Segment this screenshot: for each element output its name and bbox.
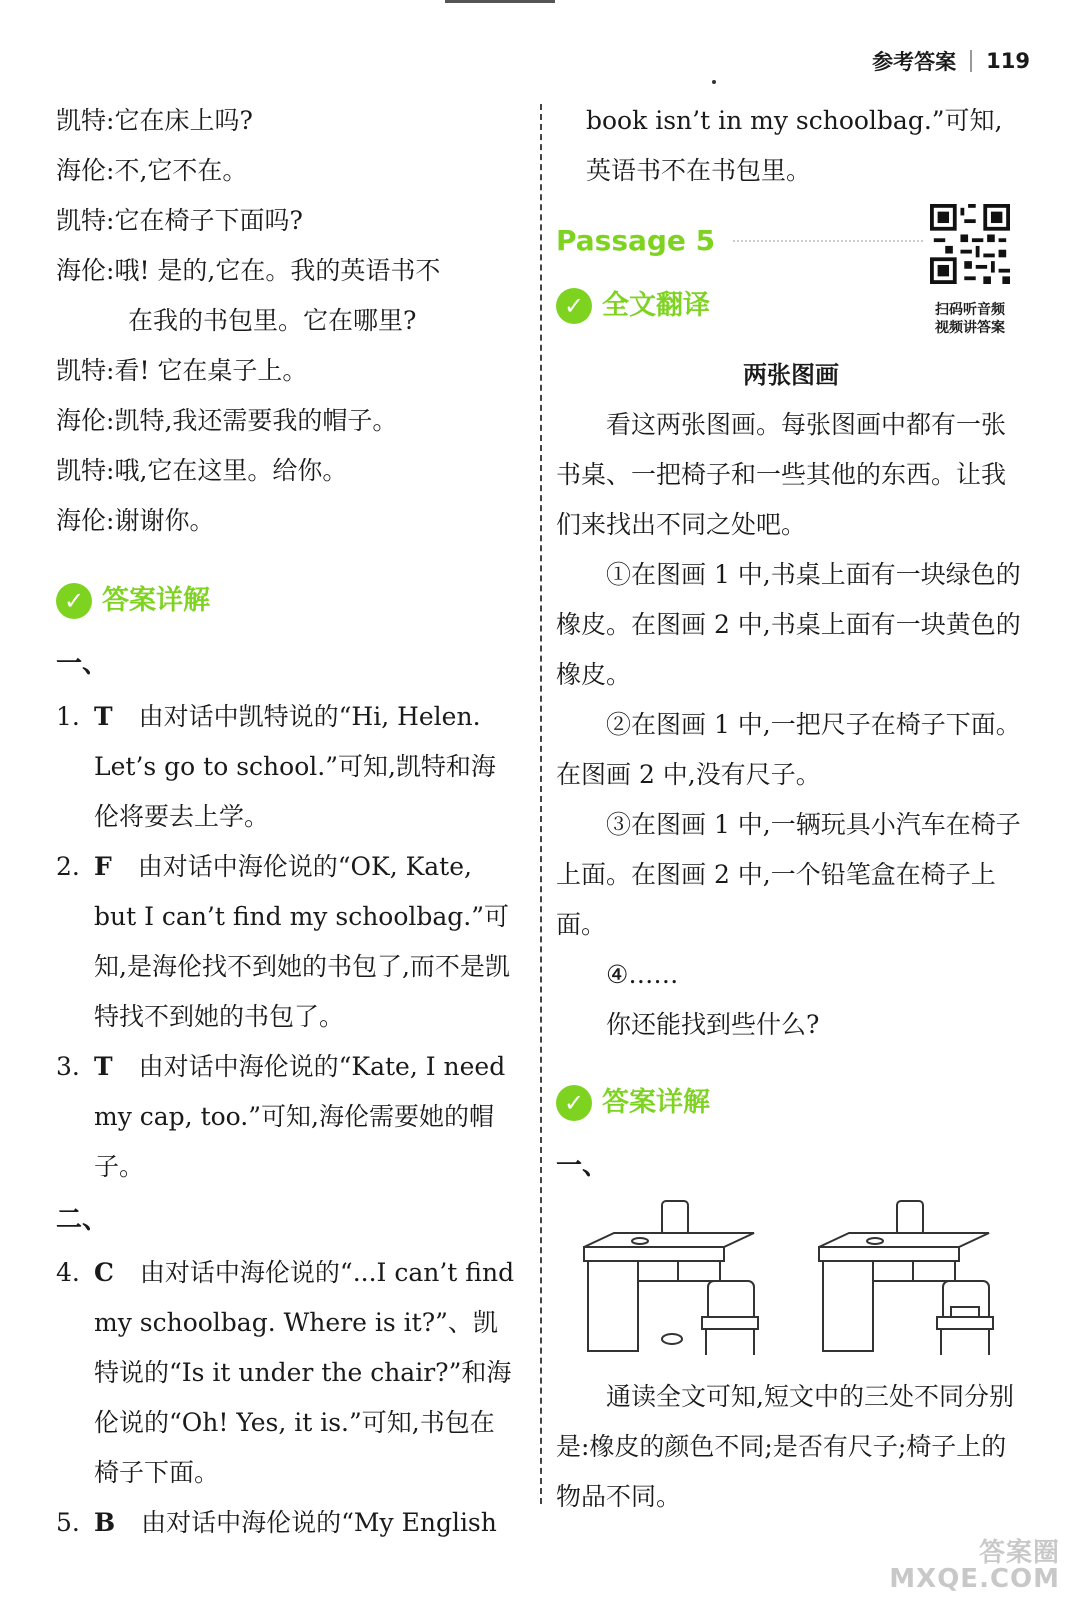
paragraph: ④…… (606, 960, 679, 989)
dialogue-line: 海伦:不,它不在。 (56, 156, 248, 185)
check-icon: ✓ (556, 288, 592, 324)
header-separator (970, 50, 972, 72)
answer-heading: ✓ 答案详解 (56, 566, 516, 636)
page-header (872, 46, 1030, 76)
picture-pair (556, 1194, 1026, 1364)
dialogue-line: 海伦:凯特,我还需要我的帽子。 (56, 406, 398, 435)
answer-item: 5. B 由对话中海伦说的“My English (56, 1508, 497, 1537)
part-two-label: 二、 (56, 1205, 109, 1235)
answer-item: 3. T 由对话中海伦说的“Kate, I need my cap, too.”可知,海伦需要她的帽子。 (56, 1052, 506, 1181)
desk-picture-2 (809, 1199, 1009, 1359)
continued-text: book isn’t in my schoolbag.”可知,英语书不在书包里。 (586, 106, 1003, 185)
passage-title: Passage 5 (556, 206, 1026, 276)
paragraph: ③在图画 1 中,一辆玩具小汽车在椅子上面。在图画 2 中,一个铅笔盒在椅子上面。 (556, 810, 1021, 939)
dialogue-line: 凯特:它在椅子下面吗? (56, 206, 303, 235)
translation-heading: ✓ 全文翻译 (556, 276, 1026, 336)
header-label: 参考答案 (872, 50, 957, 74)
dialogue-line: 凯特:哦,它在这里。给你。 (56, 456, 348, 485)
answer-item: 4. C 由对话中海伦说的“...I can’t find my schoolbag. Where is it?”、凯特说的“Is it under the chair?”和海伦说的“Oh! Yes, it is.”可知,书包在椅子下面。 (56, 1258, 515, 1487)
dialogue-line: 海伦:谢谢你。 (56, 506, 215, 535)
column-divider (540, 104, 542, 1504)
paragraph: 你还能找到些什么? (606, 1010, 820, 1039)
answer-heading: ✓ 答案详解 (556, 1068, 1026, 1138)
part-one-label: 一、 (56, 649, 109, 679)
part-one-label: 一、 (556, 1151, 609, 1181)
decorative-dot (712, 80, 716, 84)
paragraph: ②在图画 1 中,一把尺子在椅子下面。在图画 2 中,没有尺子。 (556, 710, 1021, 789)
check-icon: ✓ (556, 1085, 592, 1121)
dialogue-line-continued: 在我的书包里。它在哪里? (128, 306, 417, 335)
answer-item: 2. F 由对话中海伦说的“OK, Kate, but I can’t find my schoolbag.”可知,是海伦找不到她的书包了,而不是凯特找不到她的书包了。 (56, 852, 510, 1031)
paragraph: ①在图画 1 中,书桌上面有一块绿色的橡皮。在图画 2 中,书桌上面有一块黄色的橡皮。 (556, 560, 1021, 689)
check-icon: ✓ (56, 583, 92, 619)
paragraph: 看这两张图画。每张图画中都有一张书桌、一把椅子和一些其他的东西。让我们来找出不同之处吧。 (556, 410, 1007, 539)
answer-item: 1. T 由对话中凯特说的“Hi, Helen. Let’s go to school.”可知,凯特和海伦将要去上学。 (56, 702, 496, 831)
qr-code-icon[interactable] (930, 204, 1010, 284)
page-number: 119 (986, 49, 1030, 73)
conclusion-paragraph: 通读全文可知,短文中的三处不同分别是:橡皮的颜色不同;是否有尺子;椅子上的物品不同。 (556, 1382, 1014, 1511)
right-column (556, 96, 1026, 1522)
top-rule (445, 0, 555, 3)
dialogue-line: 凯特:看! 它在桌子上。 (56, 356, 308, 385)
watermark: 答案圈 MXQE.COM (889, 1538, 1060, 1594)
dialogue-line: 海伦:哦! 是的,它在。我的英语书不 (56, 256, 441, 285)
dialogue-line: 凯特:它在床上吗? (56, 106, 253, 135)
left-column (56, 96, 516, 1548)
passage-heading: 两张图画 (743, 361, 839, 389)
qr-block[interactable]: 扫码听音频 视频讲答案 (920, 204, 1020, 337)
desk-picture-1 (574, 1199, 774, 1359)
